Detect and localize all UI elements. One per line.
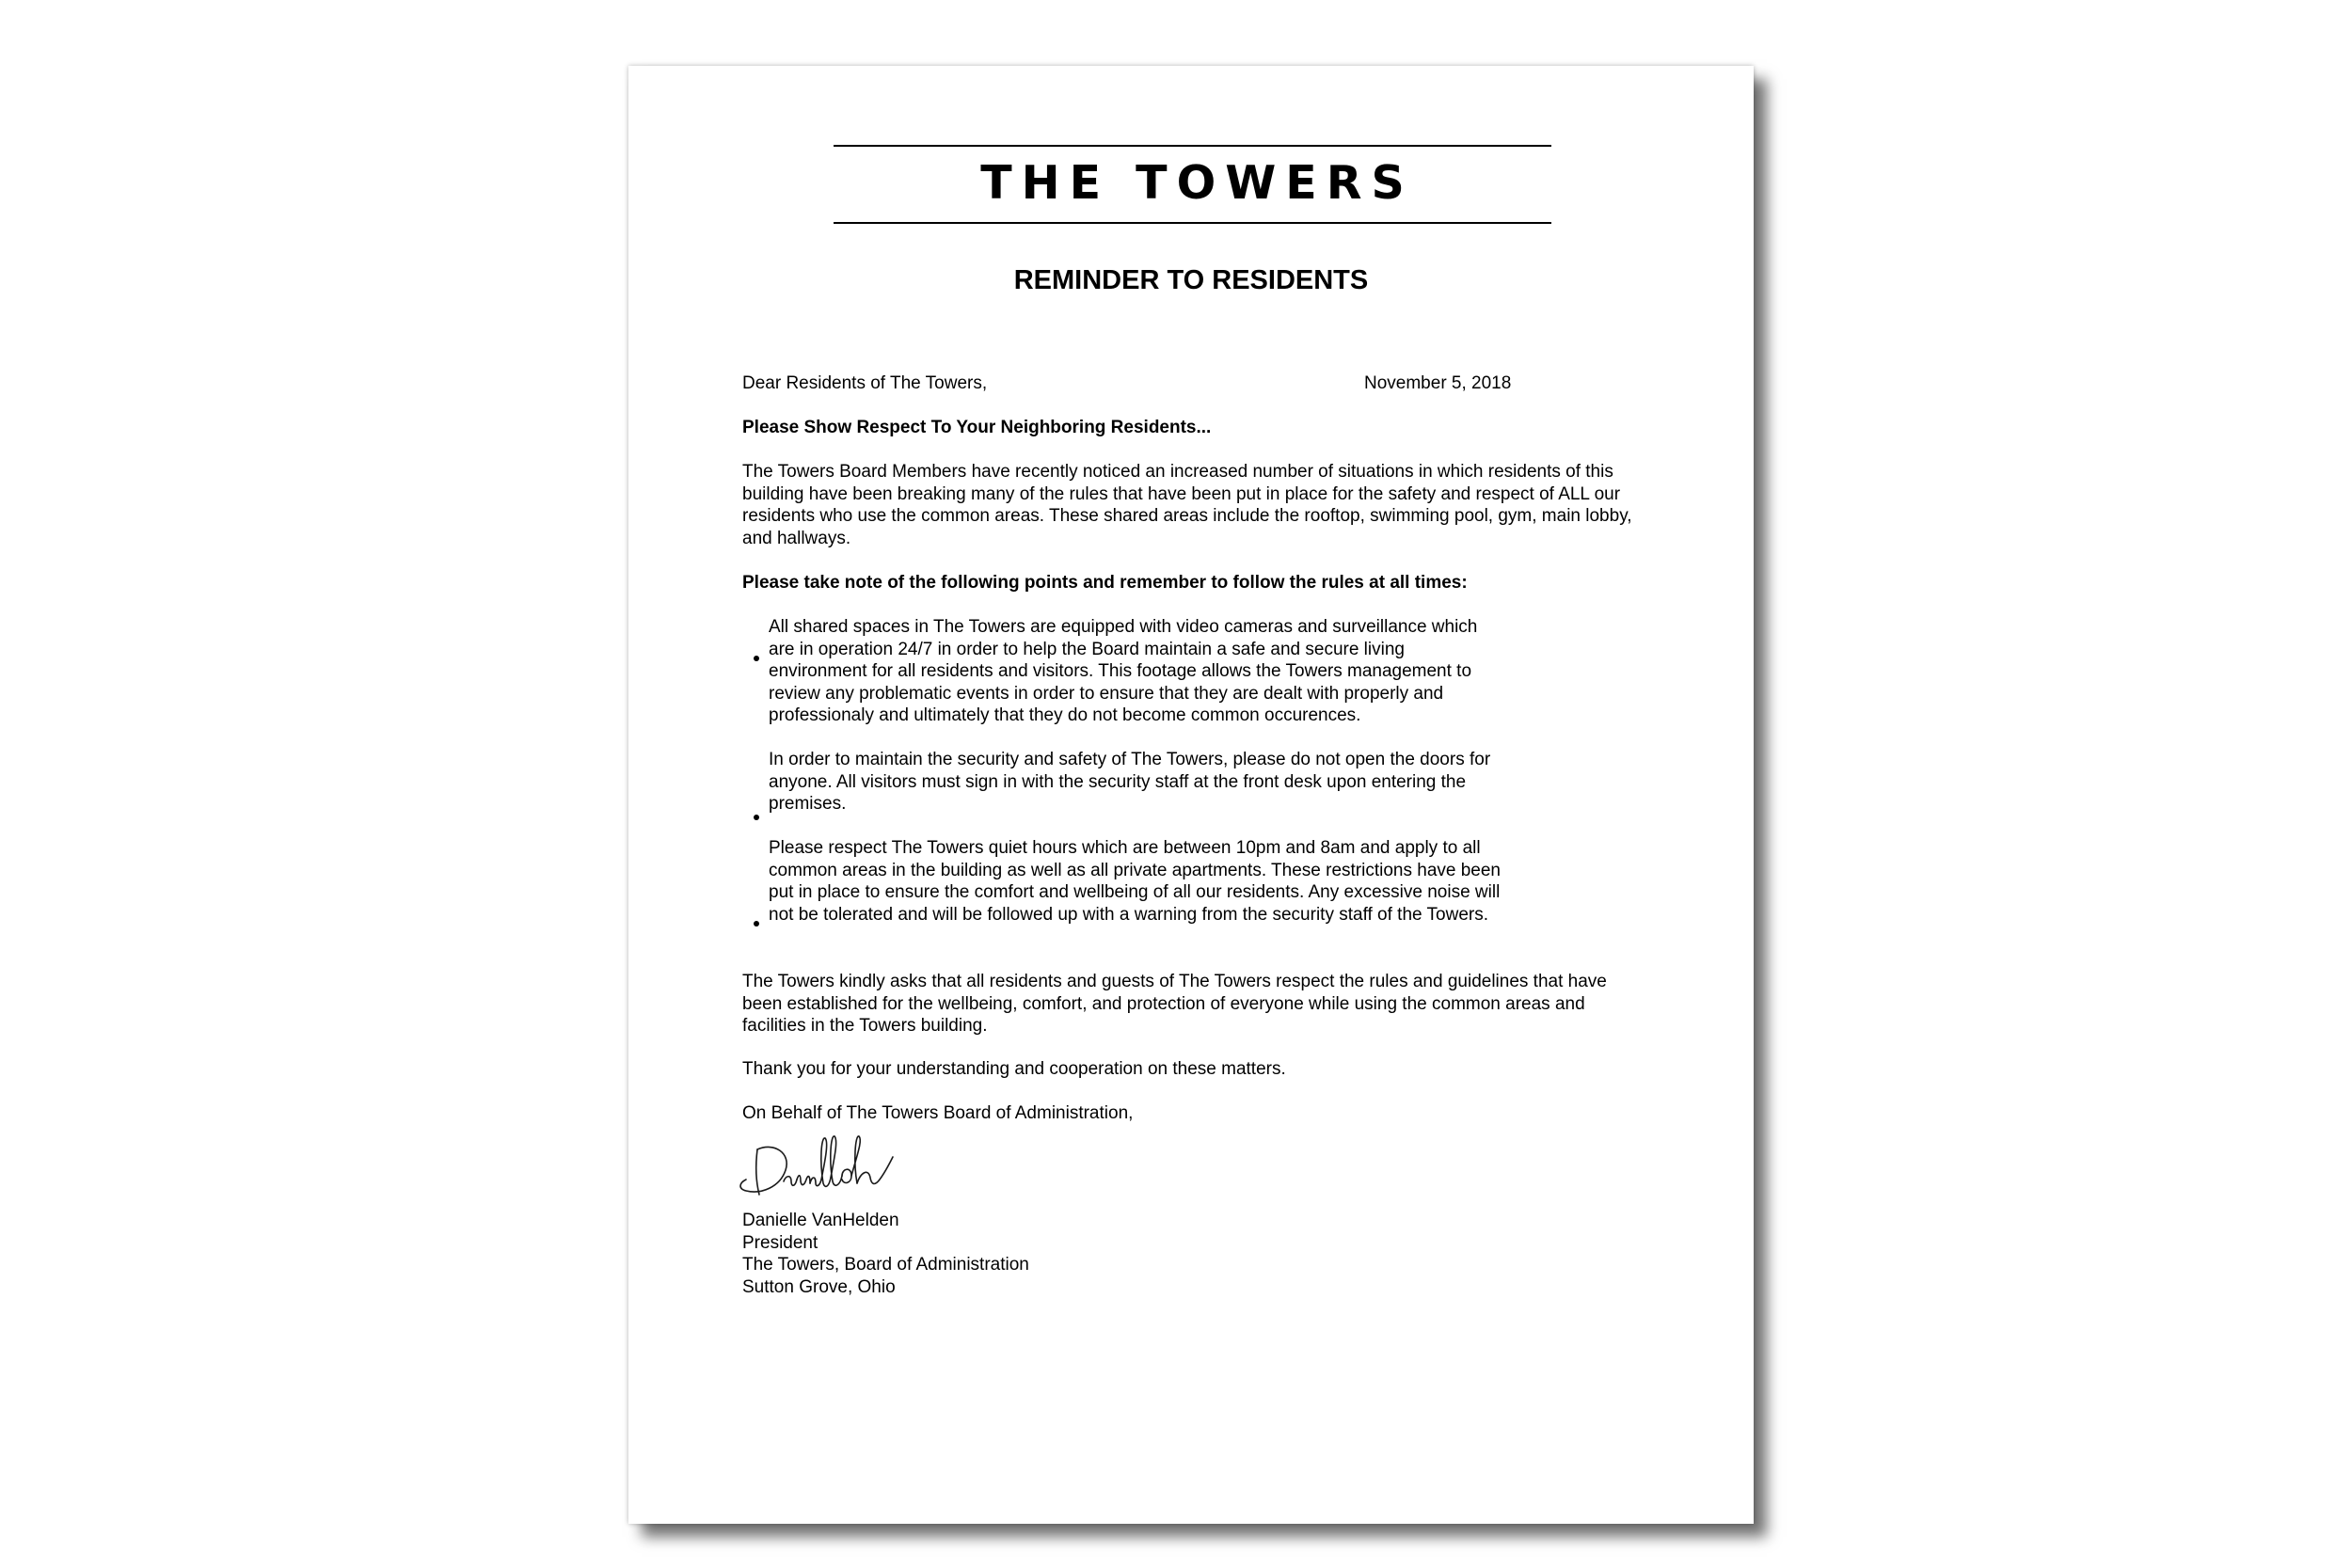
brand-logo-text: THE TOWERS <box>980 156 1414 210</box>
bullet-marker <box>754 656 759 661</box>
handwritten-signature <box>737 1132 897 1202</box>
sign-off: On Behalf of The Towers Board of Administration, <box>742 1103 1134 1123</box>
closing-paragraph: The Towers kindly asks that all residents and guests of The Towers respect the rules and guidelines that have been established for the wellbeing, comfort, and protection of everyone while using the common areas and facilities in the Towers building. <box>742 972 1607 1037</box>
signatory-location: Sutton Grove, Ohio <box>742 1277 896 1297</box>
subheading: Please Show Respect To Your Neighboring Residents... <box>742 418 1212 437</box>
bullet-marker <box>754 921 759 927</box>
signatory-name: Danielle VanHelden <box>742 1211 899 1230</box>
points-heading: Please take note of the following points and remember to follow the rules at all times: <box>742 573 1468 593</box>
bullet-marker <box>754 815 759 820</box>
signatory-organization: The Towers, Board of Administration <box>742 1255 1029 1275</box>
signatory-role: President <box>742 1233 818 1253</box>
intro-paragraph: The Towers Board Members have recently noticed an increased number of situations in which residents of this building have been breaking many of the rules that have been put in place for the safety and respect of ALL our residents who use the common areas. These shared areas include the rooftop, swimming pool, gym, main lobby, and hallways. <box>742 462 1632 548</box>
bullet-item: All shared spaces in The Towers are equipped with video cameras and surveillance which are in operation 24/7 in order to help the Board maintain a safe and secure living environment for all residents and visitors. This footage allows the Towers management to review any problematic events in order to ensure that they are dealt with properly and professionaly and ultimately that they do not become common occurences. <box>769 617 1478 726</box>
letter-date: November 5, 2018 <box>1364 373 1512 393</box>
bullet-item: Please respect The Towers quiet hours which are between 10pm and 8am and apply to all common areas in the building as well as all private apartments. These restrictions have been put in place to ensure the comfort and wellbeing of all our residents. Any excessive noise will not be tolerated and will be followed up with a warning from the security staff of the Towers. <box>769 838 1501 925</box>
letterhead <box>834 145 1551 224</box>
thanks-line: Thank you for your understanding and cooperation on these matters. <box>742 1059 1286 1079</box>
letter-page <box>628 66 1754 1524</box>
greeting: Dear Residents of The Towers, <box>742 373 988 393</box>
bullet-item: In order to maintain the security and safety of The Towers, please do not open the doors for anyone. All visitors must sign in with the security staff at the front desk upon entering the premises. <box>769 750 1491 815</box>
notice-title: REMINDER TO RESIDENTS <box>1013 265 1369 295</box>
